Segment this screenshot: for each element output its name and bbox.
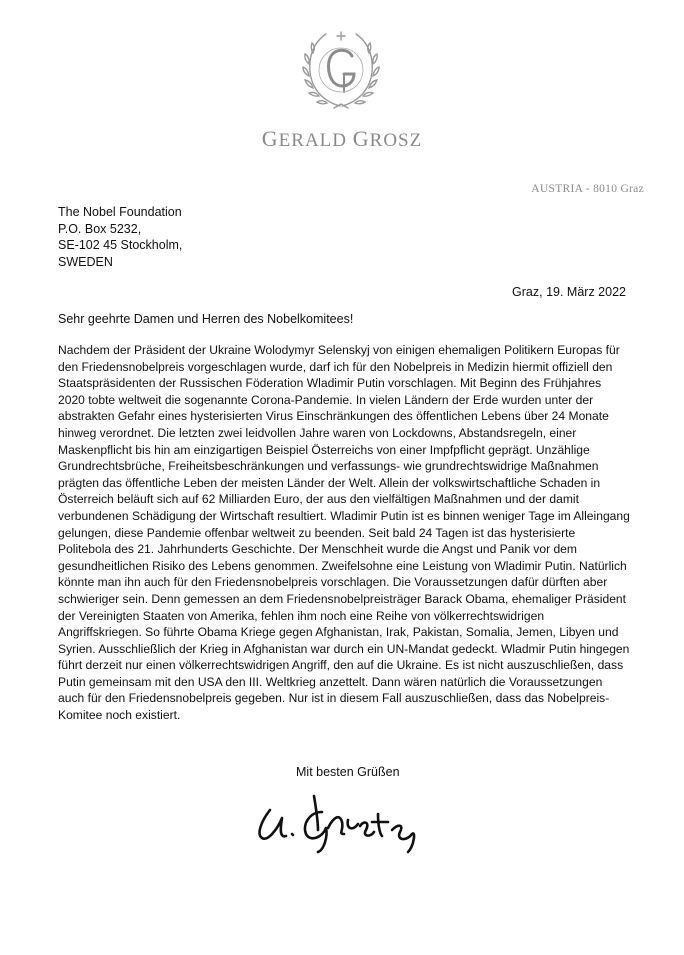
- sender-location: AUSTRIA - 8010 Graz: [531, 183, 644, 195]
- brand-name: [0, 126, 684, 152]
- letter-body: Nachdem der Präsident der Ukraine Wolodymyr Selenskyj von einigen ehemaligen Politikern Europas für den Friedensnobelpreis vorgeschlagen wurde, darf ich für den Nobelpreis in Medizin hiermit offiziell den Staatspräsidenten der Russischen Föderation Wladimir Putin vorschlagen. Mit Beginn des Frühjahres 2020 tobte weltweit die sogenannte Corona-Pandemie. In vielen Ländern der Erde wurden unter der abstrakten Gefahr eines hysterisierten Virus Einschränkungen des öffentlichen Lebens über 24 Monate hinweg verordnet. Die letzten zwei leidvollen Jahre waren von Lockdowns, Abstandsregeln, einer Maskenpflicht bis hin am einzigartigen Beispiel Österreichs von einer Impfpflicht geprägt. Unzählige Grundrechtsbrüche, Freiheitsbeschränkungen und verfassungs- wie grundrechtswidrige Maßnahmen prägten das öffentliche Leben der meisten Länder der Welt. Allein der volkswirtschaftliche Schaden in Österreich beläuft sich auf 62 Milliarden Euro, der aus den vielfältigen Maßnahmen und der damit verbundenen Schädigung der Wirtschaft resultiert. Wladimir Putin ist es binnen weniger Tage im Alleingang gelungen, diese Pandemie offenbar weltweit zu beenden. Seit bald 24 Tagen ist das hysterisierte Politebola des 21. Jahrhunderts Geschichte. Der Menschheit wurde die Angst und Panik vor dem gesundheitlichen Risiko des Lebens genommen. Zweifelsohne eine Leistung von Wladimir Putin. Natürlich könnte man ihn auch für den Friedensnobelpreis vorschlagen. Die Voraussetzungen dafür dürften aber schwieriger sein. Denn gemessen an dem Friedensnobelpreisträger Barack Obama, ehemaliger Präsident der Vereinigten Staaten von Amerika, fehlen ihm noch eine Reihe von völkerrechtswidrigen Angriffskriegen. So führte Obama Kriege gegen Afghanistan, Irak, Pakistan, Somalia, Jemen, Libyen und Syrien. Ausschließlich der Krieg in Afghanistan war durch ein UN-Mandat gedeckt. Wladmir Putin hingegen führt derzeit nur einen völkerrechtswidrigen Angriff, den auf die Ukraine. Es ist nicht auszuschließen, dass Putin gemeinsam mit den USA den III. Weltkrieg anzettelt. Dann wären natürlich die Voraussetzungen auch für den Friedensnobelpreis gegeben. Nur ist in diesem Fall auszuschließen, dass das Nobelpreis-Komitee noch existiert.: [58, 343, 630, 723]
- brand-last-initial: G: [352, 126, 370, 151]
- brand-first-rest: ERALD: [278, 130, 353, 151]
- brand-last-rest: ROSZ: [369, 130, 423, 151]
- recipient-line-4: SWEDEN: [58, 254, 113, 269]
- recipient-line-1: The Nobel Foundation: [58, 205, 182, 219]
- recipient-line-3: SE-102 45 Stockholm,: [58, 238, 183, 252]
- salutation: Sehr geehrte Damen und Herren des Nobelkomitees!: [58, 312, 354, 326]
- recipient-line-2: P.O. Box 5232,: [58, 221, 142, 236]
- handwritten-signature-icon: [248, 790, 426, 856]
- laurel-wreath-monogram-icon: [300, 26, 382, 114]
- recipient-address: [58, 204, 182, 270]
- closing: Mit besten Grüßen: [296, 765, 400, 779]
- letter-date: Graz, 19. März 2022: [512, 285, 626, 299]
- brand-first-initial: G: [261, 126, 279, 151]
